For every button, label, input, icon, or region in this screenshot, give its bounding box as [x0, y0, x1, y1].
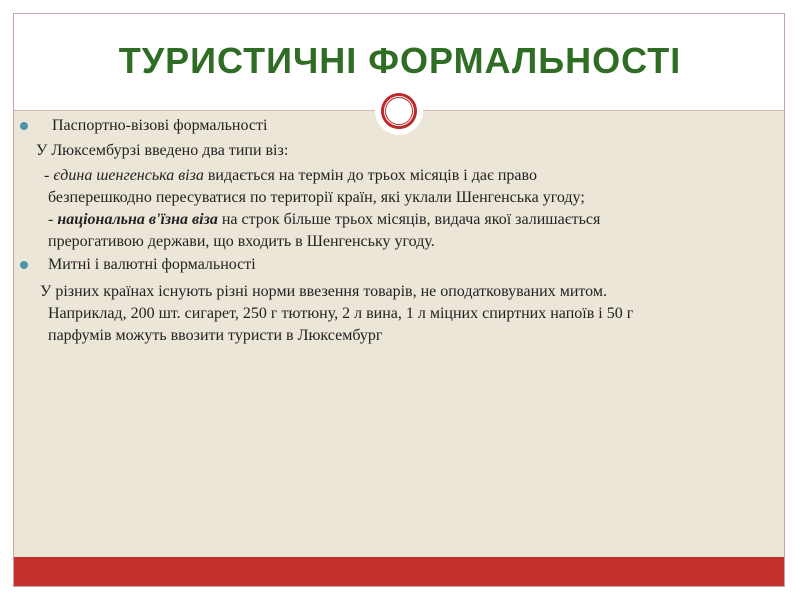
section1-heading: Паспортно-візові формальності	[52, 117, 268, 134]
section2-heading: Митні і валютні формальності	[48, 256, 256, 273]
emblem-inner-ring	[385, 97, 413, 125]
national-visa-line-2: прерогативою держави, що входить в Шенгенську угоду.	[48, 233, 435, 250]
circle-emblem-icon	[375, 87, 423, 135]
schengen-visa-line	[44, 165, 537, 187]
national-visa-term: національна в'їзна віза	[57, 211, 218, 228]
national-dash: -	[48, 211, 58, 228]
national-visa-text: на строк більше трьох місяців, видача якої залишається	[217, 211, 601, 228]
section1-intro: У Люксембурзі введено два типи віз:	[36, 142, 289, 159]
footer-bar	[14, 557, 784, 586]
bullet-icon	[20, 122, 28, 130]
schengen-visa-text: видається на термін до трьох місяців і дає право	[203, 167, 537, 184]
section2-text-3: парфумів можуть ввозити туристи в Люксембург	[48, 327, 383, 344]
section2-text-1: У різних країнах існують різні норми ввезення товарів, не оподатковуваних митом.	[40, 283, 607, 300]
schengen-dash: -	[44, 167, 54, 184]
slide-title: ТУРИСТИЧНІ ФОРМАЛЬНОСТІ	[118, 40, 682, 81]
bullet-icon	[20, 261, 28, 269]
section2-text-2: Наприклад, 200 шт. сигарет, 250 г тютюну, 2 л вина, 1 л міцних спиртних напоїв і 50 г	[48, 305, 634, 322]
national-visa-line	[48, 209, 600, 231]
schengen-visa-line-2: безперешкодно пересуватися по території країн, які уклали Шенгенська угоду;	[48, 189, 585, 206]
schengen-visa-term: єдина шенгенська віза	[53, 167, 204, 184]
